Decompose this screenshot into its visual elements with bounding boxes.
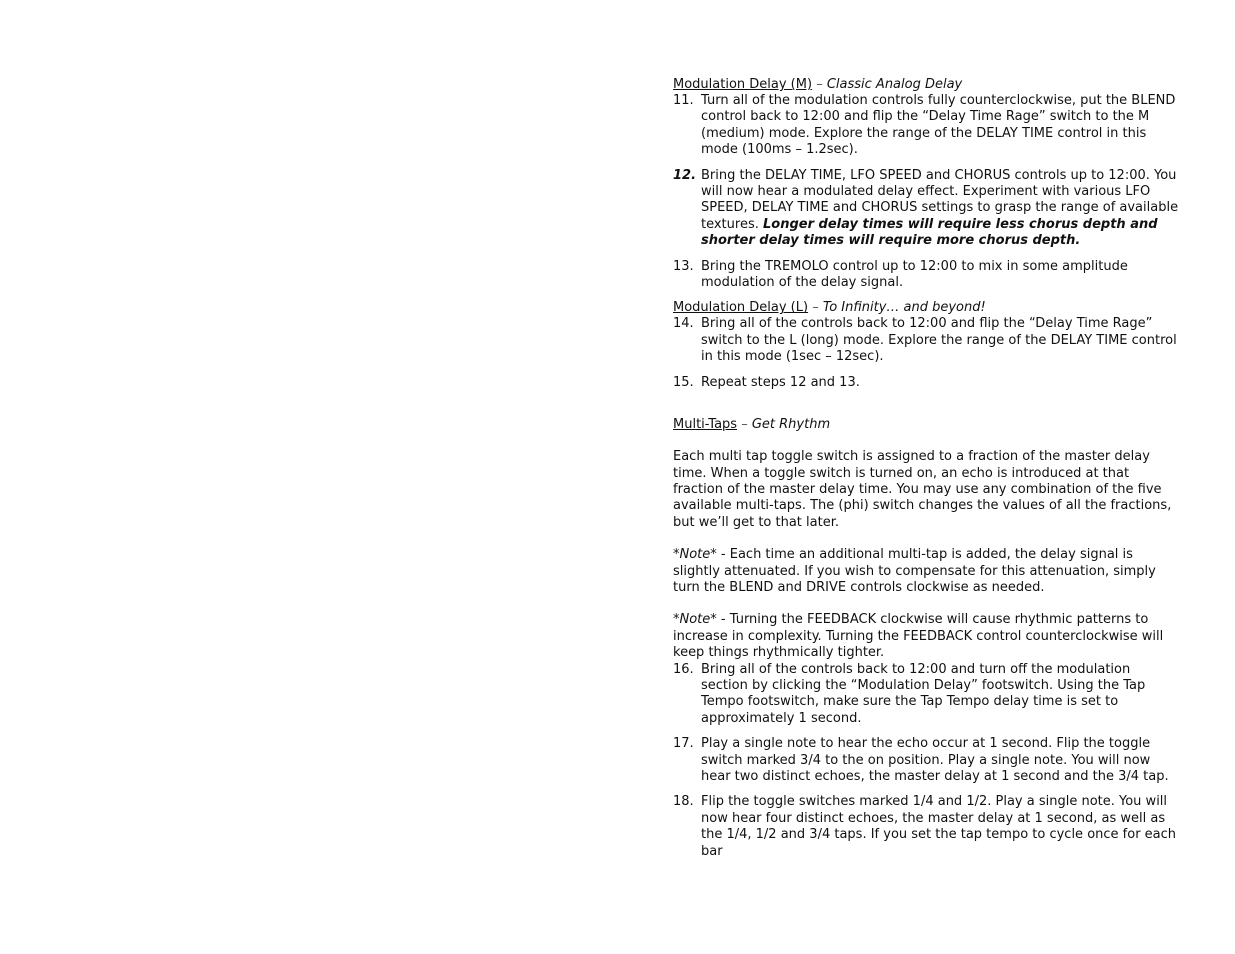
heading-dash: – bbox=[816, 77, 823, 92]
step-12 bbox=[673, 168, 1179, 250]
step-text: Play a single note to hear the echo occur at 1 second. Flip the toggle switch marked 3/4 to the on position. Play a single note. You will now hear two distinct echoes, the master delay at 1 second and the 3/4 tap. bbox=[701, 736, 1169, 784]
step-number: 13. bbox=[673, 258, 694, 274]
note-label: *Note* bbox=[673, 547, 717, 563]
step-13 bbox=[673, 259, 1179, 292]
step-text: Repeat steps 12 and 13. bbox=[701, 374, 860, 390]
heading-dash: – bbox=[741, 417, 748, 433]
note-text: - Turning the FEEDBACK clockwise will cause rhythmic patterns to increase in complexity. Turning the FEEDBACK control counterclockwise will keep things rhythmically tighter. bbox=[673, 612, 1164, 661]
step-14 bbox=[673, 316, 1179, 365]
section-heading-modulation-delay-m bbox=[673, 76, 1179, 93]
steps-list-multitaps bbox=[673, 662, 1179, 860]
step-number: 18. bbox=[673, 794, 694, 810]
step-11 bbox=[673, 93, 1179, 159]
step-number: 12. bbox=[673, 167, 697, 183]
multi-taps-intro: Each multi tap toggle switch is assigned to a fraction of the master delay time. When a toggle switch is turned on, an echo is introduced at that fraction of the master delay time. You may use any combination of the five available multi-taps. The (phi) switch changes the values of all the fractions, but we’ll get to that later. bbox=[673, 449, 1172, 530]
step-16 bbox=[673, 662, 1179, 728]
note-text: - Each time an additional multi-tap is added, the delay signal is slightly attenuated. If you wish to compensate for this attenuation, simply turn the BLEND and DRIVE controls clockwise as needed. bbox=[673, 547, 1156, 595]
section-subtitle: Classic Analog Delay bbox=[826, 77, 963, 92]
steps-list-medium bbox=[673, 93, 1179, 291]
steps-list-long bbox=[673, 316, 1179, 391]
step-number: 17. bbox=[673, 736, 694, 752]
step-17 bbox=[673, 736, 1179, 785]
step-text: Flip the toggle switches marked 1/4 and 1/2. Play a single note. You will now hear four distinct echoes, the master delay at 1 second, as well as the 1/4, 1/2 and 3/4 taps. If you set the tap tempo to cycle once for each bar bbox=[701, 794, 1177, 859]
step-text: Turn all of the modulation controls fully counterclockwise, put the BLEND control back to 12:00 and flip the “Delay Time Rage” switch to the M (medium) mode. Explore the range of the DELAY TIME control in this mode (100ms – 1.2sec). bbox=[701, 93, 1176, 158]
step-text: Bring the DELAY TIME, LFO SPEED and CHORUS controls up to 12:00. You will now hear a modulated delay effect. Experiment with various LFO SPEED, DELAY TIME and CHORUS settings to grasp the range of available textures. bbox=[701, 167, 1179, 232]
section-title: Modulation Delay (M) bbox=[673, 77, 813, 92]
step-text: Bring all of the controls back to 12:00 and flip the “Delay Time Rage” switch to the L (long) mode. Explore the range of the DELAY TIME control in this mode (1sec – 12sec). bbox=[701, 316, 1177, 365]
step-number: 15. bbox=[673, 374, 694, 390]
note-label: *Note* bbox=[673, 612, 717, 628]
section-subtitle: To Infinity… and beyond! bbox=[822, 300, 986, 316]
section-subtitle: Get Rhythm bbox=[751, 417, 831, 433]
note-feedback bbox=[673, 612, 1179, 661]
section-title: Modulation Delay (L) bbox=[673, 300, 809, 316]
step-number: 16. bbox=[673, 661, 694, 677]
note-attenuation bbox=[673, 547, 1179, 596]
section-title: Multi-Taps bbox=[673, 417, 738, 433]
step-number: 11. bbox=[673, 93, 694, 108]
section-heading-multi-taps bbox=[673, 416, 1179, 433]
step-18 bbox=[673, 794, 1179, 860]
step-text: Bring all of the controls back to 12:00 and turn off the modulation section by clicking the “Modulation Delay” footswitch. Using the Tap Tempo footswitch, make sure the Tap Tempo delay time is set to approximately 1 second. bbox=[701, 661, 1146, 726]
heading-dash: – bbox=[812, 300, 819, 316]
section-heading-modulation-delay-l bbox=[673, 299, 1179, 316]
manual-page bbox=[673, 76, 1179, 860]
step-15 bbox=[673, 375, 1179, 391]
step-number: 14. bbox=[673, 316, 694, 332]
step-text: Bring the TREMOLO control up to 12:00 to mix in some amplitude modulation of the delay signal. bbox=[701, 258, 1128, 291]
step-emphasis: Longer delay times will require less chorus depth and shorter delay times will require more chorus depth. bbox=[701, 216, 1158, 249]
